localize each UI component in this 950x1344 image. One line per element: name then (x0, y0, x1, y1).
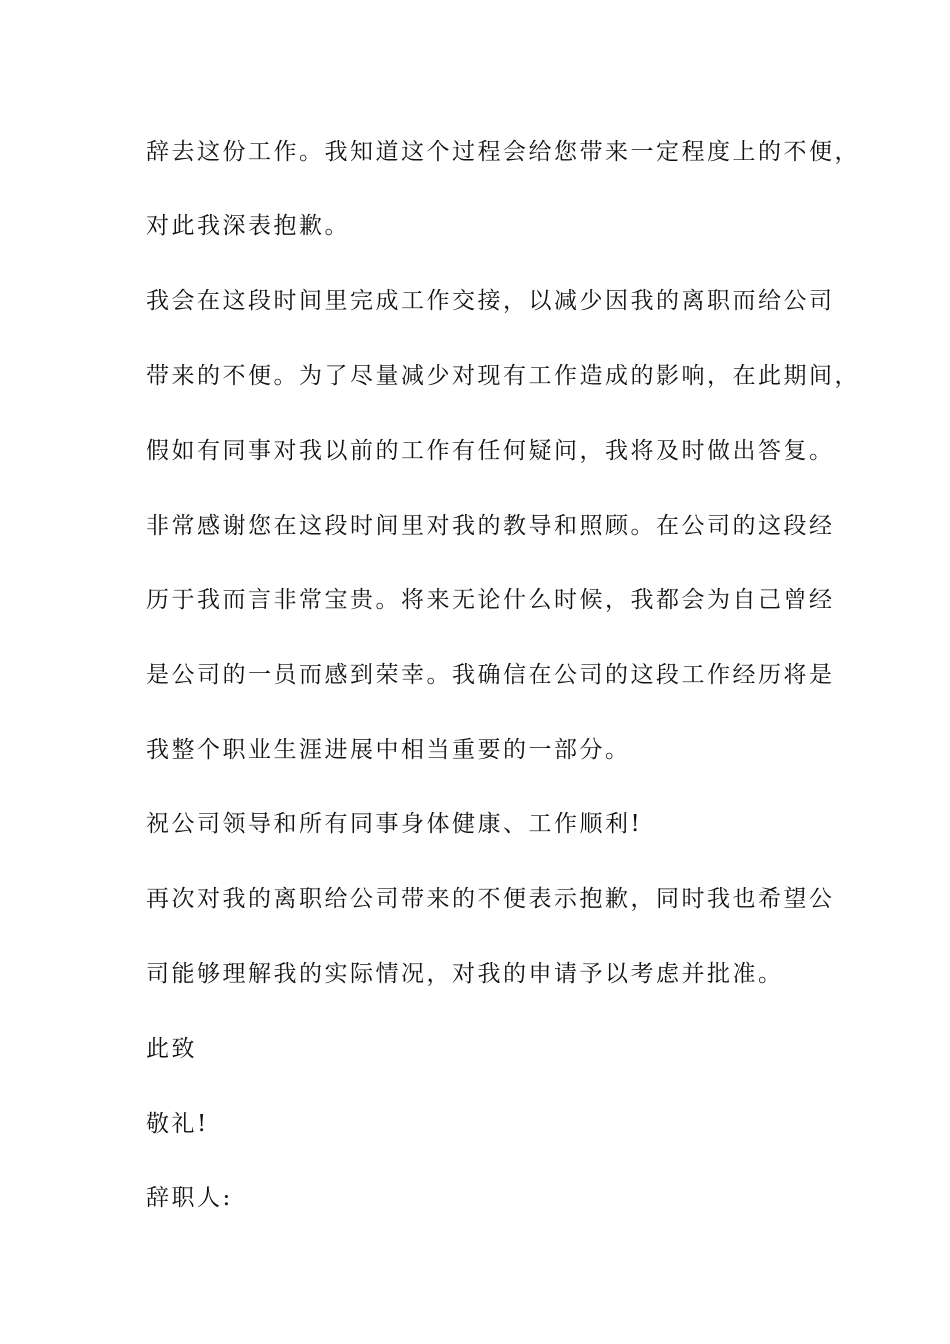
text-line: 历于我而言非常宝贵。将来无论什么时候，我都会为自己曾经 (146, 587, 835, 613)
text-line: 我整个职业生涯进展中相当重要的一部分。 (146, 737, 631, 763)
text-line: 是公司的一员而感到荣幸。我确信在公司的这段工作经历将是 (146, 662, 835, 688)
signature-label: 辞职人: (146, 1185, 233, 1211)
closing-regards: 敬礼! (146, 1111, 209, 1137)
text-line: 非常感谢您在这段时间里对我的教导和照顾。在公司的这段经 (146, 513, 835, 539)
text-line: 对此我深表抱歉。 (146, 213, 350, 239)
text-line: 假如有同事对我以前的工作有任何疑问，我将及时做出答复。 (146, 438, 835, 464)
text-line: 司能够理解我的实际情况，对我的申请予以考虑并批准。 (146, 961, 784, 987)
text-line: 祝公司领导和所有同事身体健康、工作顺利! (146, 811, 643, 837)
text-line: 再次对我的离职给公司带来的不便表示抱歉，同时我也希望公 (146, 886, 835, 912)
text-line: 带来的不便。为了尽量减少对现有工作造成的影响，在此期间， (146, 363, 860, 389)
text-line: 辞去这份工作。我知道这个过程会给您带来一定程度上的不便， (146, 139, 860, 165)
closing-salutation: 此致 (146, 1036, 197, 1062)
text-line: 我会在这段时间里完成工作交接，以减少因我的离职而给公司 (146, 288, 835, 314)
